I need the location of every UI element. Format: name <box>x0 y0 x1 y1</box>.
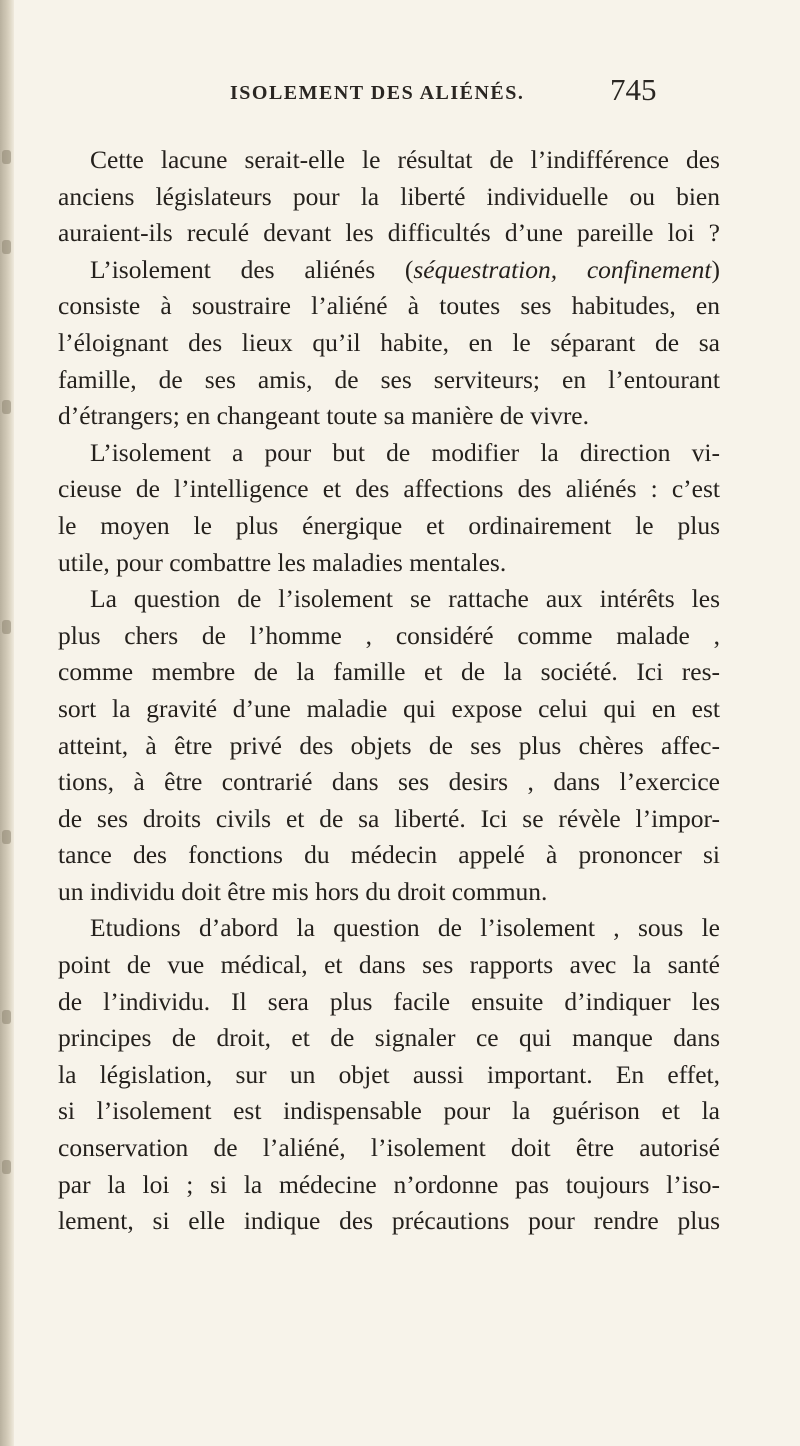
text-line: L’isolement a pour but de modifier la direction vi- <box>90 437 720 467</box>
text-line: Cette lacune serait-elle le résultat de l’indifférence des <box>90 145 720 174</box>
text-line: un individu doit être mis hors du droit commun. <box>58 876 548 906</box>
text-line: utile, pour combattre les maladies mentales. <box>58 547 507 577</box>
body-text <box>58 142 720 1240</box>
text-line: consiste à soustraire l’aliéné à toutes ses habitudes, en <box>58 291 720 321</box>
text-line: de l’individu. Il sera plus facile ensuite d’indiquer les <box>58 986 720 1016</box>
text-line: cieuse de l’intelligence et des affections des aliénés : c’est <box>58 474 720 504</box>
text-line: lement, si elle indique des précautions pour rendre plus <box>58 1206 720 1236</box>
text-line: anciens législateurs pour la liberté individuelle ou bien <box>58 181 720 211</box>
gutter-mark <box>2 150 11 164</box>
text-line: le moyen le plus énergique et ordinairement le plus <box>58 510 720 540</box>
page-number: 745 <box>610 72 657 107</box>
text-line: tance des fonctions du médecin appelé à prononcer si <box>58 840 720 870</box>
text-line: point de vue médical, et dans ses rapports avec la santé <box>58 950 720 980</box>
text-line: la législation, sur un objet aussi important. En effet, <box>58 1059 720 1089</box>
gutter-mark <box>2 240 11 254</box>
text-line: d’étrangers; en changeant toute sa manière de vivre. <box>58 401 590 431</box>
text-line: de ses droits civils et de sa liberté. Ici se révèle l’impor- <box>58 803 720 833</box>
text-line: principes de droit, et de signaler ce qui manque dans <box>58 1023 720 1053</box>
gutter-mark <box>2 830 11 844</box>
text-line: atteint, à être privé des objets de ses plus chères affec- <box>58 730 720 760</box>
text-line: Etudions d’abord la question de l’isolement , sous le <box>90 913 720 943</box>
gutter-mark <box>2 1010 11 1024</box>
text-line: plus chers de l’homme , considéré comme malade , <box>58 620 720 650</box>
running-title: ISOLEMENT DES ALIÉNÉS. <box>230 82 525 104</box>
text-line: famille, de ses amis, de ses serviteurs; en l’entourant <box>58 364 720 394</box>
text-line: l’éloignant des lieux qu’il habite, en le séparant de sa <box>58 327 720 357</box>
gutter-mark <box>2 400 11 414</box>
text-line: sort la gravité d’une maladie qui expose celui qui en est <box>58 693 720 723</box>
text-line: tions, à être contrarié dans ses desirs , dans l’exercice <box>58 767 720 797</box>
text-line: si l’isolement est indispensable pour la guérison et la <box>58 1096 720 1126</box>
text-line: La question de l’isolement se rattache aux intérêts les <box>90 584 720 614</box>
italic-terms: séquestration, confinement <box>413 254 712 284</box>
gutter-mark <box>2 1160 11 1174</box>
binding-gutter <box>0 0 14 1446</box>
running-head <box>220 72 657 112</box>
text-line: par la loi ; si la médecine n’ordonne pas toujours l’iso- <box>58 1169 720 1199</box>
text-line: comme membre de la famille et de la société. Ici res- <box>58 657 720 687</box>
text-line: conservation de l’aliéné, l’isolement doit être autorisé <box>58 1133 720 1163</box>
text-line: L’isolement des aliénés (séquestration, confinement) <box>90 254 720 284</box>
text-line: auraient-ils reculé devant les difficultés d’une pareille loi ? <box>58 218 720 248</box>
gutter-mark <box>2 620 11 634</box>
